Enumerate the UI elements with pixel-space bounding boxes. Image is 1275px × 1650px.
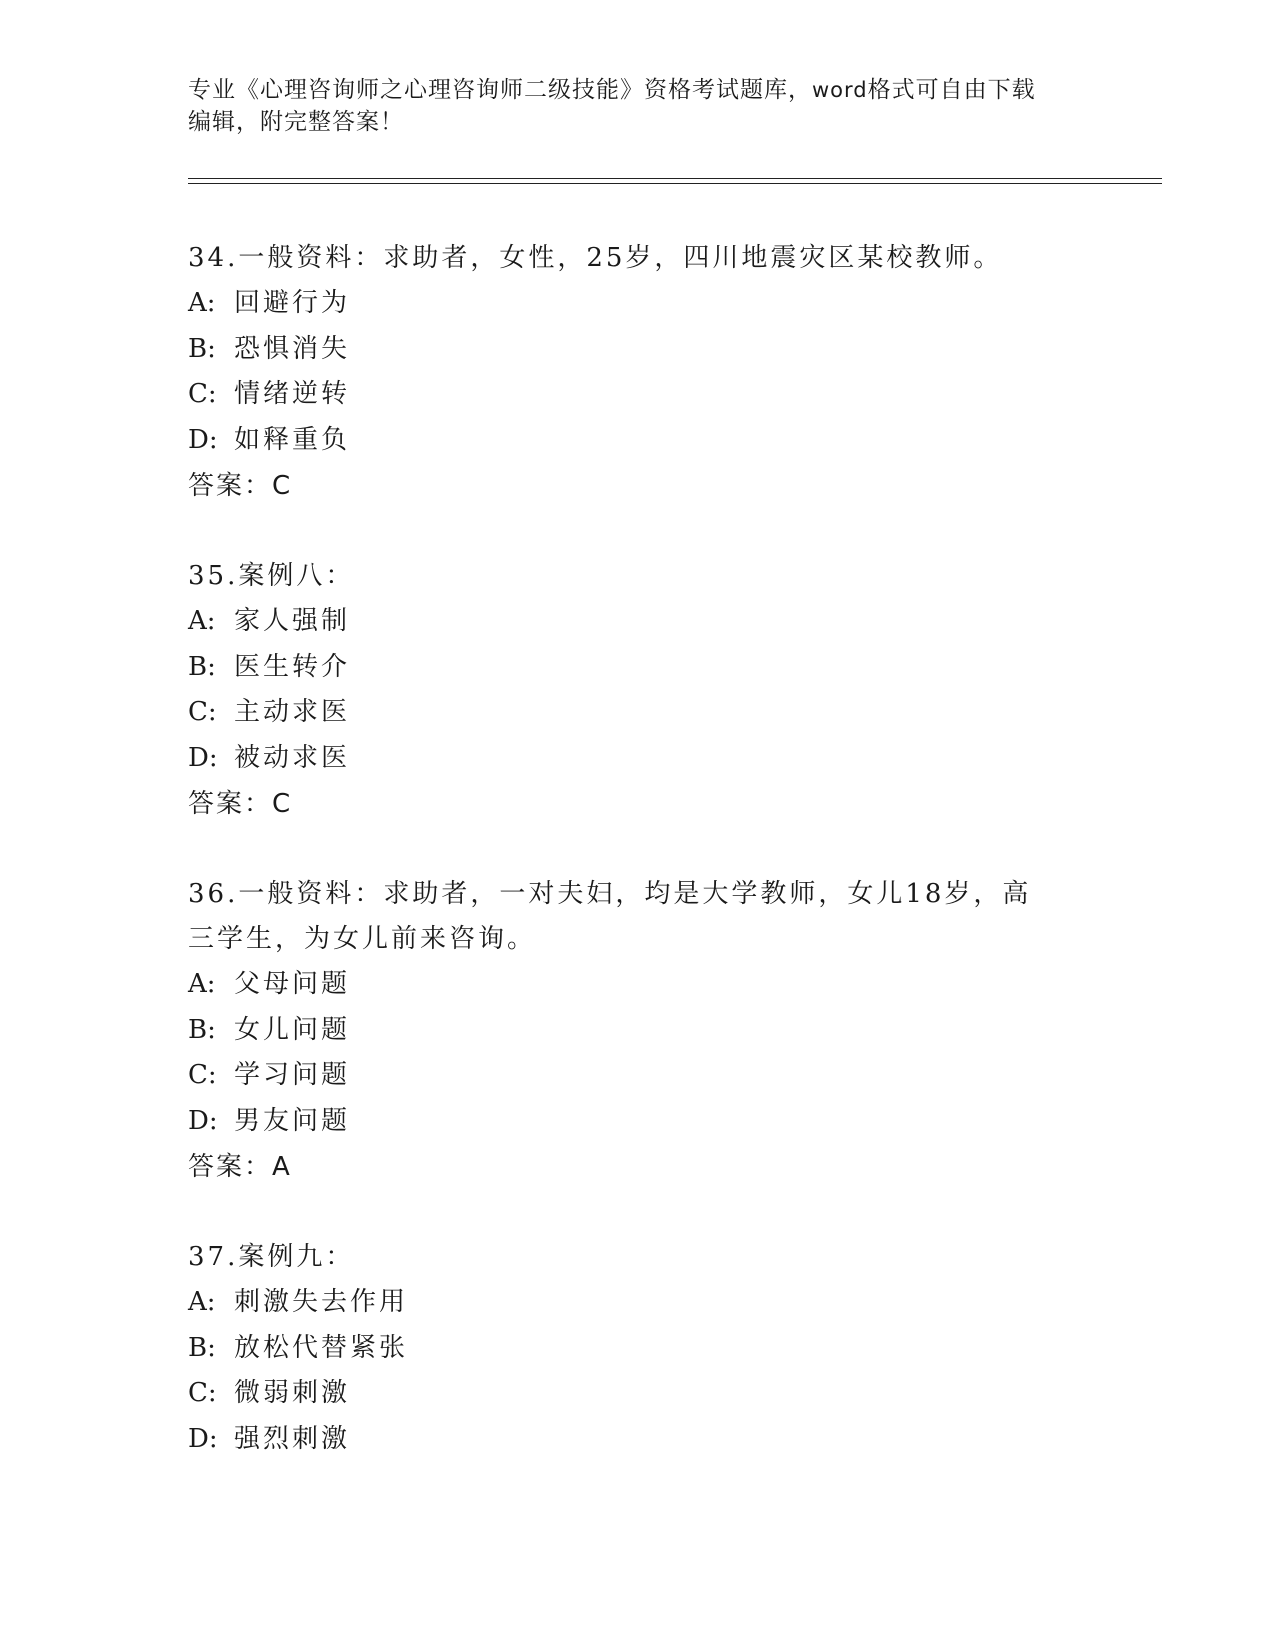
option-key: D: (188, 1423, 218, 1454)
option-a (188, 281, 1088, 327)
option-c (188, 1371, 1088, 1417)
option-key: B: (188, 1014, 216, 1045)
option-c (188, 372, 1088, 418)
option-d (188, 1099, 1088, 1145)
answer-line: 答案：C (188, 789, 293, 819)
header-line-2: 编辑，附完整答案！ (188, 109, 404, 135)
header-divider-bottom (188, 183, 1162, 184)
option-b (188, 1326, 1088, 1372)
answer-line: 答案：C (188, 471, 293, 501)
question-stem: 35.案例八： (188, 561, 355, 591)
option-key: C: (188, 379, 217, 409)
question-36 (188, 872, 1088, 1190)
option-key: C: (188, 697, 217, 727)
header-word-label: word (812, 78, 868, 102)
option-key: B: (188, 333, 216, 364)
option-key: B: (188, 1332, 216, 1363)
question-35 (188, 554, 1088, 827)
question-stem: 34.一般资料：求助者，女性，25岁，四川地震灾区某校教师。 (188, 243, 1003, 273)
option-d (188, 418, 1088, 464)
header-line-1-suffix: 格式可自由下载 (867, 77, 1036, 103)
option-b (188, 1008, 1088, 1054)
answer-line: 答案：A (188, 1152, 292, 1182)
option-d (188, 1417, 1088, 1463)
option-text: 强烈刺激 (234, 1423, 351, 1454)
document-header (188, 74, 1068, 138)
option-text: 学习问题 (234, 1060, 351, 1090)
option-text: 如释重负 (234, 424, 351, 455)
option-key: D: (188, 742, 218, 773)
option-text: 主动求医 (234, 697, 351, 727)
option-key: C: (188, 1060, 217, 1090)
option-key: B: (188, 651, 216, 682)
option-key: C: (188, 1378, 217, 1408)
option-c (188, 1053, 1088, 1099)
option-key: A: (188, 969, 216, 999)
option-c (188, 690, 1088, 736)
option-d (188, 736, 1088, 782)
question-list (188, 236, 1088, 1507)
question-37 (188, 1235, 1088, 1462)
option-text: 医生转介 (234, 651, 351, 682)
option-b (188, 645, 1088, 691)
option-key: A: (188, 1287, 216, 1317)
option-key: A: (188, 606, 216, 636)
option-text: 被动求医 (234, 742, 351, 773)
option-text: 放松代替紧张 (234, 1332, 409, 1363)
option-a (188, 962, 1088, 1008)
option-b (188, 327, 1088, 373)
option-text: 女儿问题 (234, 1014, 351, 1045)
option-text: 情绪逆转 (234, 379, 351, 409)
option-text: 男友问题 (234, 1105, 351, 1136)
option-text: 恐惧消失 (234, 333, 351, 364)
option-key: A: (188, 288, 216, 318)
option-text: 刺激失去作用 (234, 1287, 409, 1317)
option-a (188, 1280, 1088, 1326)
option-a (188, 599, 1088, 645)
option-key: D: (188, 1105, 218, 1136)
header-line-1 (188, 74, 1068, 106)
option-key: D: (188, 424, 218, 455)
option-text: 父母问题 (234, 969, 351, 999)
question-stem: 37.案例九： (188, 1242, 355, 1272)
header-line-1-prefix: 专业《心理咨询师之心理咨询师二级技能》资格考试题库， (188, 77, 812, 103)
option-text: 回避行为 (234, 288, 351, 318)
question-34 (188, 236, 1088, 509)
header-divider-top (188, 178, 1162, 179)
option-text: 微弱刺激 (234, 1378, 351, 1408)
question-stem: 36.一般资料：求助者，一对夫妇，均是大学教师，女儿18岁，高三学生，为女儿前来咨询。 (188, 879, 1032, 954)
option-text: 家人强制 (234, 606, 351, 636)
